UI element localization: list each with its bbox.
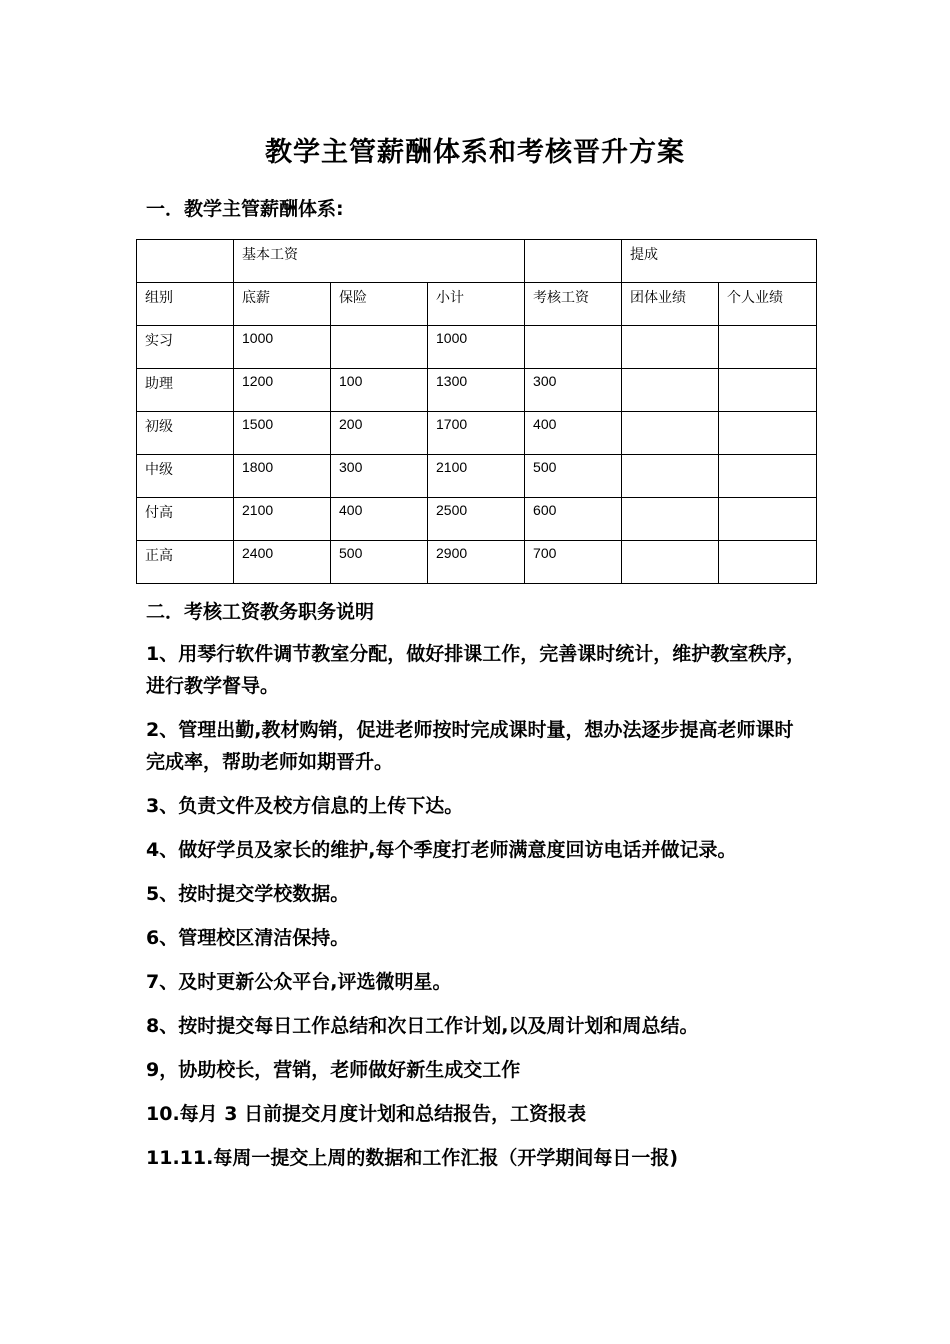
list-item: 9，协助校长，营销，老师做好新生成交工作 [146,1059,521,1081]
list-item: 4、做好学员及家长的维护,每个季度打老师满意度回访电话并做记录。 [146,839,737,861]
cell-group: 实习 [137,326,234,369]
cell-insurance: 100 [331,369,428,412]
table-row [137,412,817,455]
cell-base: 1000 [234,326,331,369]
cell-subtotal: 2100 [428,455,525,498]
cell-insurance: 400 [331,498,428,541]
cell-team [622,412,719,455]
cell-group: 初级 [137,412,234,455]
table-header-row-2 [137,283,817,326]
header-personal: 个人业绩 [719,283,817,326]
document-title: 教学主管薪酬体系和考核晋升方案 [265,137,685,168]
cell-assessment: 300 [525,369,622,412]
cell-assessment: 500 [525,455,622,498]
duty-list [146,638,811,1186]
cell-base: 1500 [234,412,331,455]
cell-subtotal: 2900 [428,541,525,584]
cell-personal [719,412,817,455]
list-item: 1、用琴行软件调节教室分配，做好排课工作，完善课时统计，维护教室秩序，进行教学督导。 [146,643,806,697]
header-team: 团体业绩 [622,283,719,326]
cell-team [622,369,719,412]
cell-insurance: 200 [331,412,428,455]
header-group: 组别 [137,283,234,326]
cell-subtotal: 1300 [428,369,525,412]
section-heading-duties: 二．考核工资教务职务说明 [146,601,375,623]
cell-group: 助理 [137,369,234,412]
cell-insurance [331,326,428,369]
cell-personal [719,369,817,412]
cell-insurance: 300 [331,455,428,498]
cell-subtotal: 2500 [428,498,525,541]
header-insurance: 保险 [331,283,428,326]
cell-personal [719,541,817,584]
cell-team [622,455,719,498]
cell-base: 1200 [234,369,331,412]
table-row [137,455,817,498]
list-item: 6、管理校区清洁保持。 [146,927,350,949]
salary-table [136,239,817,584]
list-item: 10.每月 3 日前提交月度计划和总结报告，工资报表 [146,1103,587,1125]
cell-assessment: 400 [525,412,622,455]
cell-assessment [525,326,622,369]
cell-personal [719,455,817,498]
list-item: 7、及时更新公众平台,评选微明星。 [146,971,452,993]
section-heading-salary-system: 一．教学主管薪酬体系: [146,198,344,220]
header-base: 底薪 [234,283,331,326]
cell-base: 1800 [234,455,331,498]
list-item: 2、管理出勤,教材购销，促进老师按时完成课时量，想办法逐步提高老师课时完成率，帮助老师如期晋升。 [146,719,794,773]
cell-base: 2400 [234,541,331,584]
cell-personal [719,326,817,369]
header-subtotal: 小计 [428,283,525,326]
cell-subtotal: 1700 [428,412,525,455]
list-item: 3、负责文件及校方信息的上传下达。 [146,795,464,817]
cell-base: 2100 [234,498,331,541]
cell-insurance: 500 [331,541,428,584]
cell-group: 付高 [137,498,234,541]
cell-assessment: 700 [525,541,622,584]
cell-assessment: 600 [525,498,622,541]
cell-team [622,541,719,584]
list-item: 5、按时提交学校数据。 [146,883,350,905]
table-row [137,541,817,584]
cell-team [622,498,719,541]
header-basic-salary: 基本工资 [234,240,525,283]
header-assessment: 考核工资 [525,283,622,326]
table-row [137,498,817,541]
table-cell-empty [137,240,234,283]
table-row [137,326,817,369]
cell-team [622,326,719,369]
cell-group: 中级 [137,455,234,498]
list-item: 8、按时提交每日工作总结和次日工作计划,以及周计划和周总结。 [146,1015,699,1037]
cell-personal [719,498,817,541]
table-row [137,369,817,412]
header-commission: 提成 [622,240,817,283]
table-header-row-1 [137,240,817,283]
cell-group: 正高 [137,541,234,584]
list-item: 11.11.每周一提交上周的数据和工作汇报（开学期间每日一报) [146,1147,679,1169]
table-cell-empty [525,240,622,283]
cell-subtotal: 1000 [428,326,525,369]
